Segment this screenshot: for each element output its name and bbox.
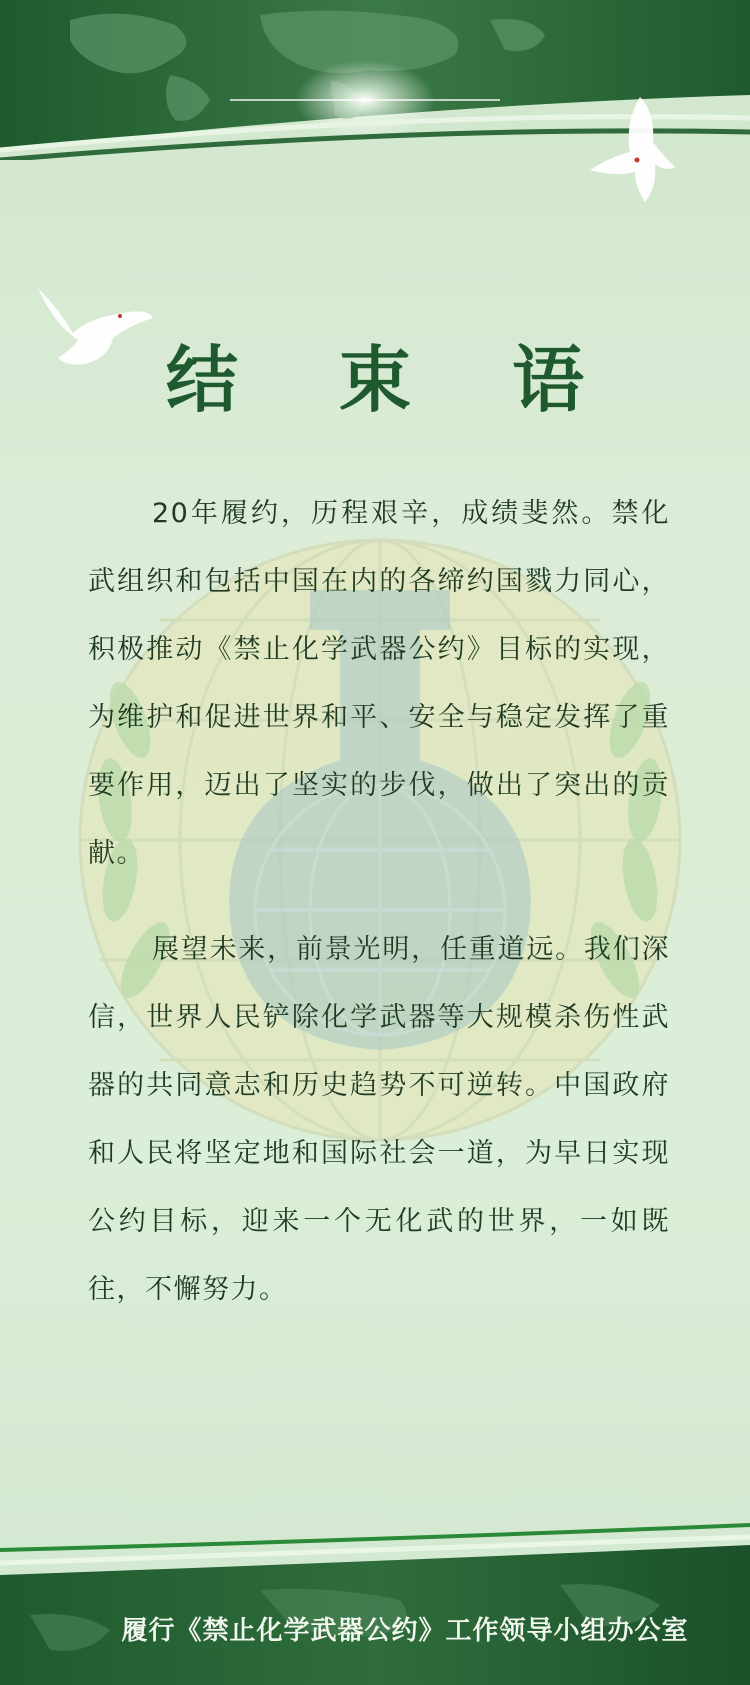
footer-band [0,1515,750,1685]
body-paragraph-1: 20年履约，历程艰辛，成绩斐然。禁化武组织和包括中国在内的各缔约国戮力同心，积极推动《禁止化学武器公约》目标的实现，为维护和促进世界和平、安全与稳定发挥了重要作用，迈出了坚实的步伐，做出了突出的贡献。 [88,498,670,869]
body-paragraph-2: 展望未来，前景光明，任重道远。我们深信，世界人民铲除化学武器等大规模杀伤性武器的共同意志和历史趋势不可逆转。中国政府和人民将坚定地和国际社会一道，为早日实现公约目标，迎来一个无化武的世界，一如既往，不懈努力。 [88,934,670,1305]
footer-organization: 履行《禁止化学武器公约》工作领导小组办公室 [121,1616,689,1646]
page-title: 结 束 语 [165,338,623,422]
dove-icon [585,92,685,207]
